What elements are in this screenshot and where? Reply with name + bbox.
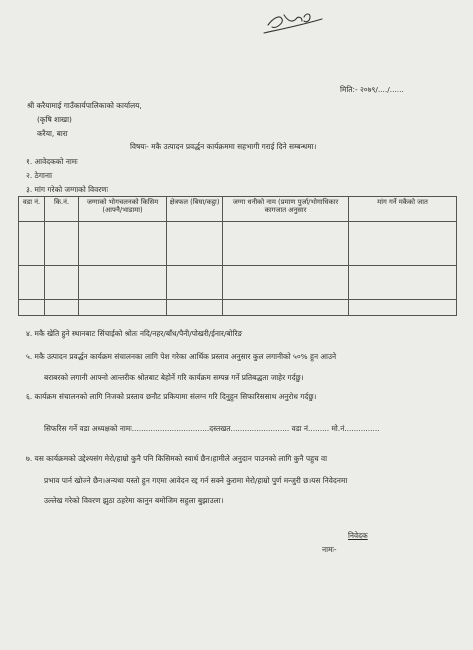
item-irrigation-source: ४. मकै खेति हुने स्थानबाट सिंचाईको श्रोतः नदि/नहर/बाँध/पैनी/पोखरी/ईनार/बोरिङ [26, 329, 243, 338]
handwritten-signature-mark [262, 3, 324, 39]
table-cell[interactable] [223, 300, 349, 316]
table-cell[interactable] [45, 300, 79, 316]
table-cell[interactable] [349, 300, 457, 316]
date-line: मिति:- २०७९/..../...... [340, 85, 404, 94]
col-header-tenure: जग्गाको भोगचलनको किसिम (आफ्नै/भाडामा) [79, 197, 167, 222]
table-cell[interactable] [19, 266, 45, 300]
table-cell[interactable] [45, 222, 79, 266]
table-cell[interactable] [19, 222, 45, 266]
table-cell[interactable] [349, 266, 457, 300]
col-header-plot: कि.नं. [45, 197, 79, 222]
table-cell[interactable] [19, 300, 45, 316]
table-cell[interactable] [167, 222, 223, 266]
table-row [19, 222, 457, 266]
declaration-line3: उल्लेख गरेको विवरण झुठा ठहरेमा कानुन बमोजिम सहुला बुझाउला। [44, 496, 224, 505]
item-recommendation-request: ६. कार्यक्रम संचालनको लागि निजको प्रस्ताव छनौट प्रकियामा संलग्न गरि दिनुहुन सिफारिससाथ अनुरोध गर्दछु। [26, 392, 317, 401]
applicant-heading: निवेदक [348, 531, 368, 540]
table-cell[interactable] [79, 266, 167, 300]
table-row [19, 300, 457, 316]
declaration-line2: प्रभाव पार्न खोज्ने छैन।अन्यथा यस्तो हुन गएमा आवेदन रद्द गर्न सक्ने कुरामा मेरो/हाम्रो पुर्ण मन्जुरी छ।यस निवेदनमा [44, 476, 348, 485]
subject-line: विषयः- मकै उत्पादन प्रवर्द्धन कार्यक्रममा सहभागी गराई दिने सम्बन्धमा। [130, 142, 317, 151]
table-cell[interactable] [223, 266, 349, 300]
table-cell[interactable] [223, 222, 349, 266]
col-header-ward: वडा नं. [19, 197, 45, 222]
field-applicant-name: १. आवेदकको नामः [26, 157, 78, 166]
table-cell[interactable] [167, 300, 223, 316]
applicant-name-label: नामः- [322, 545, 337, 554]
item-investment-line2: बराबरको लगानी आफ्नो आन्तरीक श्रोतबाट बेहोर्ने गरि कार्यक्रम सम्पन्न गर्ने प्रतिबद्धता जाहेर गर्दछु। [44, 373, 304, 382]
col-header-owner: जग्गा धनीको नाम (प्रमाण पुर्जा/भोगाधिकार कागजात अनुसार [223, 197, 349, 222]
address-line-place: करैया, बारा [37, 129, 68, 138]
table-cell[interactable] [79, 222, 167, 266]
address-line-office: श्री करैयामाई गाउँकार्यपालिकाको कार्यालय, [27, 101, 142, 110]
field-address: २. ठेगानाः [26, 171, 53, 180]
ward-chair-recommendation-line: सिफरिस गर्ने वडा अध्यक्षको नामः.................................दस्तखत......................... वडा नं......... मो.नं............... [44, 424, 380, 433]
table-cell[interactable] [45, 266, 79, 300]
table-cell[interactable] [167, 266, 223, 300]
col-header-area: क्षेत्रफल (बिघा/कट्ठा) [167, 197, 223, 222]
field-land-details: ३. मांग गरेको जग्गाको विवरणः [26, 185, 109, 194]
address-line-section: (कृषि शाखा) [37, 115, 72, 124]
col-header-variety: मांग गर्ने मकैको जात [349, 197, 457, 222]
table-cell[interactable] [349, 222, 457, 266]
table-header-row [19, 197, 457, 222]
land-details-table [18, 196, 457, 316]
declaration-line1: ७. यस कार्यक्रमको उद्देश्यसंग मेरो/हाम्रो कुनै पनि किसिमको स्वार्थ छैन।हामीले अनुदान पाउनको लागि कुनै पहुच वा [26, 454, 328, 463]
item-investment-line1: ५. मकै उत्पादन प्रवर्द्धन कार्यक्रम संचालनका लागि पेश गरेका आर्थिक प्रस्ताव अनुसार कुल लगानीको ५०% हुन आउने [26, 352, 337, 361]
table-cell[interactable] [79, 300, 167, 316]
table-row [19, 266, 457, 300]
